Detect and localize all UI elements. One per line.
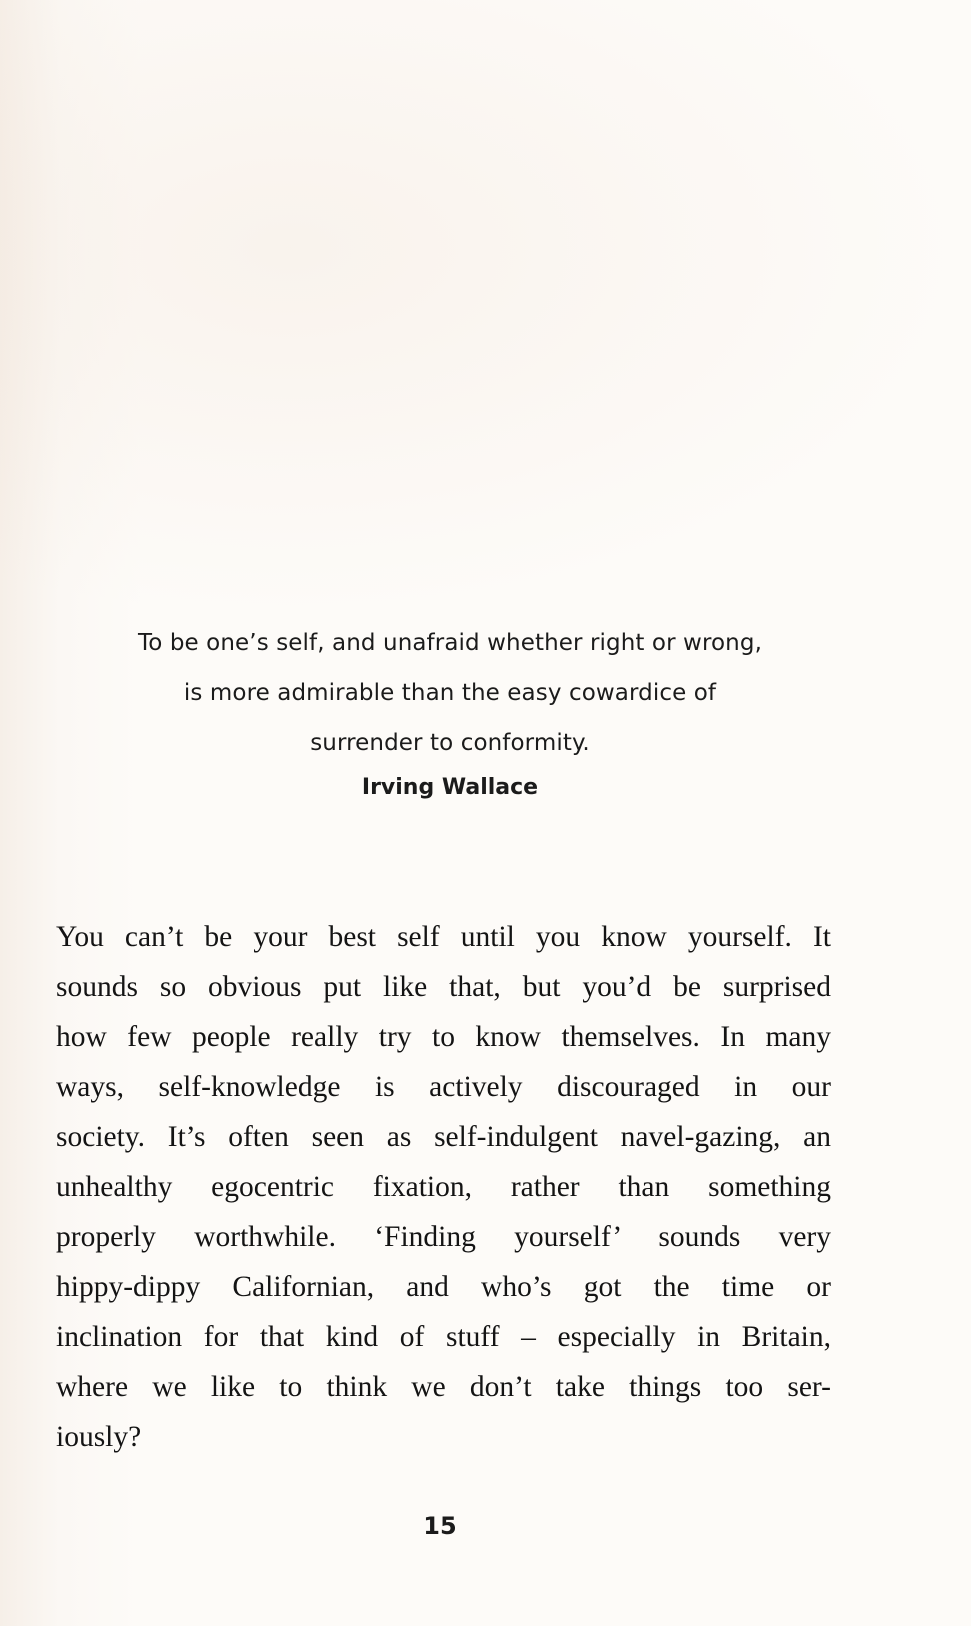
epigraph-line: To be one’s self, and unafraid whether right or wrong, [138,630,762,656]
text-line: inclination for that kind of stuff – especially in Britain, [56,1321,831,1353]
text-line: You can’t be your best self until you know yourself. It [56,921,831,953]
text-line: iously? [56,1421,142,1453]
text-line: how few people really try to know themselves. In many [56,1021,831,1053]
text-line: properly worthwhile. ‘Finding yourself’ sounds very [56,1221,831,1253]
text-line: ways, self-knowledge is actively discouraged in our [56,1071,831,1103]
page-number: 15 [423,1512,457,1540]
text-line: sounds so obvious put like that, but you’d be surprised [56,971,831,1003]
text-line: unhealthy egocentric fixation, rather than something [56,1171,831,1203]
text-line: society. It’s often seen as self-indulgent navel-gazing, an [56,1121,831,1153]
show-through-area [0,0,971,620]
epigraph-author: Irving Wallace [361,775,539,800]
body-paragraph [56,912,831,1462]
epigraph-line: is more admirable than the easy cowardice of [183,680,717,706]
epigraph-line: surrender to conformity. [310,730,590,756]
epigraph [60,618,840,808]
text-line: hippy-dippy Californian, and who’s got the time or [56,1271,831,1303]
text-line: where we like to think we don’t take things too ser- [56,1371,831,1403]
